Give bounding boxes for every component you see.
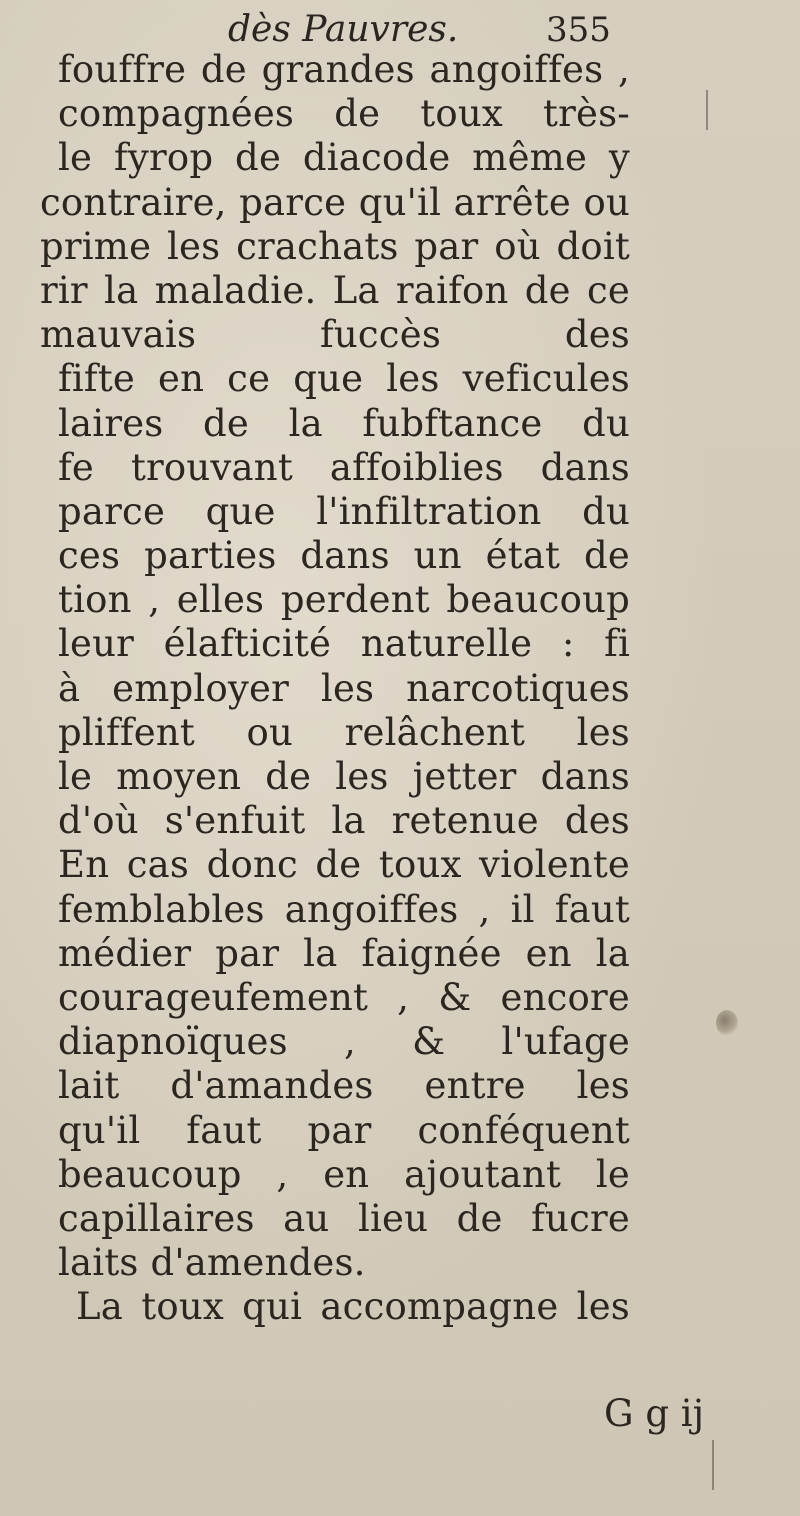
paper-stain: [716, 1010, 738, 1036]
signature-mark: G g ij: [604, 1392, 705, 1435]
text-line: diapnoïques , & l'ufage: [58, 1020, 630, 1064]
text-line: contraire, parce qu'il arrête ou: [40, 180, 630, 224]
text-line: tion , elles perdent beaucoup: [58, 578, 630, 622]
text-line: courageufement , & encore: [58, 975, 630, 1019]
text-line: En cas donc de toux violente: [58, 843, 630, 887]
text-line: ces parties dans un état de: [58, 534, 630, 578]
text-line: le fyrop de diacode même y: [58, 136, 630, 180]
text-line: fifte en ce que les veficules: [58, 357, 630, 401]
text-line: beaucoup , en ajoutant le: [58, 1152, 630, 1196]
margin-line: [712, 1440, 714, 1490]
text-line: La toux qui accompagne les: [76, 1285, 630, 1329]
text-line: femblables angoiffes , il faut: [58, 887, 630, 931]
text-line: parce que l'infiltration du: [58, 489, 630, 533]
text-line: d'où s'enfuit la retenue des: [58, 799, 630, 843]
text-line: capillaires au lieu de fucre: [58, 1196, 630, 1240]
text-line: médier par la faignée en la: [58, 931, 630, 975]
text-line: rir la maladie. La raifon de ce: [40, 268, 630, 312]
text-line: à employer les narcotiques: [58, 666, 630, 710]
text-line: mauvais fuccès des: [40, 313, 630, 357]
text-line: fe trouvant affoiblies dans: [58, 445, 630, 489]
text-line: compagnées de toux très-: [58, 92, 630, 136]
text-line: pliffent ou relâchent les: [58, 710, 630, 754]
text-line: lait d'amandes entre les: [58, 1064, 630, 1108]
text-line: laits d'amendes.: [58, 1241, 366, 1285]
text-line: fouffre de grandes angoiffes ,: [58, 48, 630, 91]
margin-line: [706, 90, 708, 130]
page-number: 355: [546, 10, 611, 50]
text-line: le moyen de les jetter dans: [58, 755, 630, 798]
running-header: [0, 8, 800, 52]
running-title: dès Pauvres.: [228, 9, 459, 50]
text-line: laires de la fubftance du: [58, 401, 630, 445]
text-line: qu'il faut par conféquent: [58, 1108, 630, 1152]
body-text: [40, 48, 630, 1329]
text-line: prime les crachats par où doit: [40, 224, 630, 268]
text-line: leur élafticité naturelle : fi: [58, 622, 630, 666]
